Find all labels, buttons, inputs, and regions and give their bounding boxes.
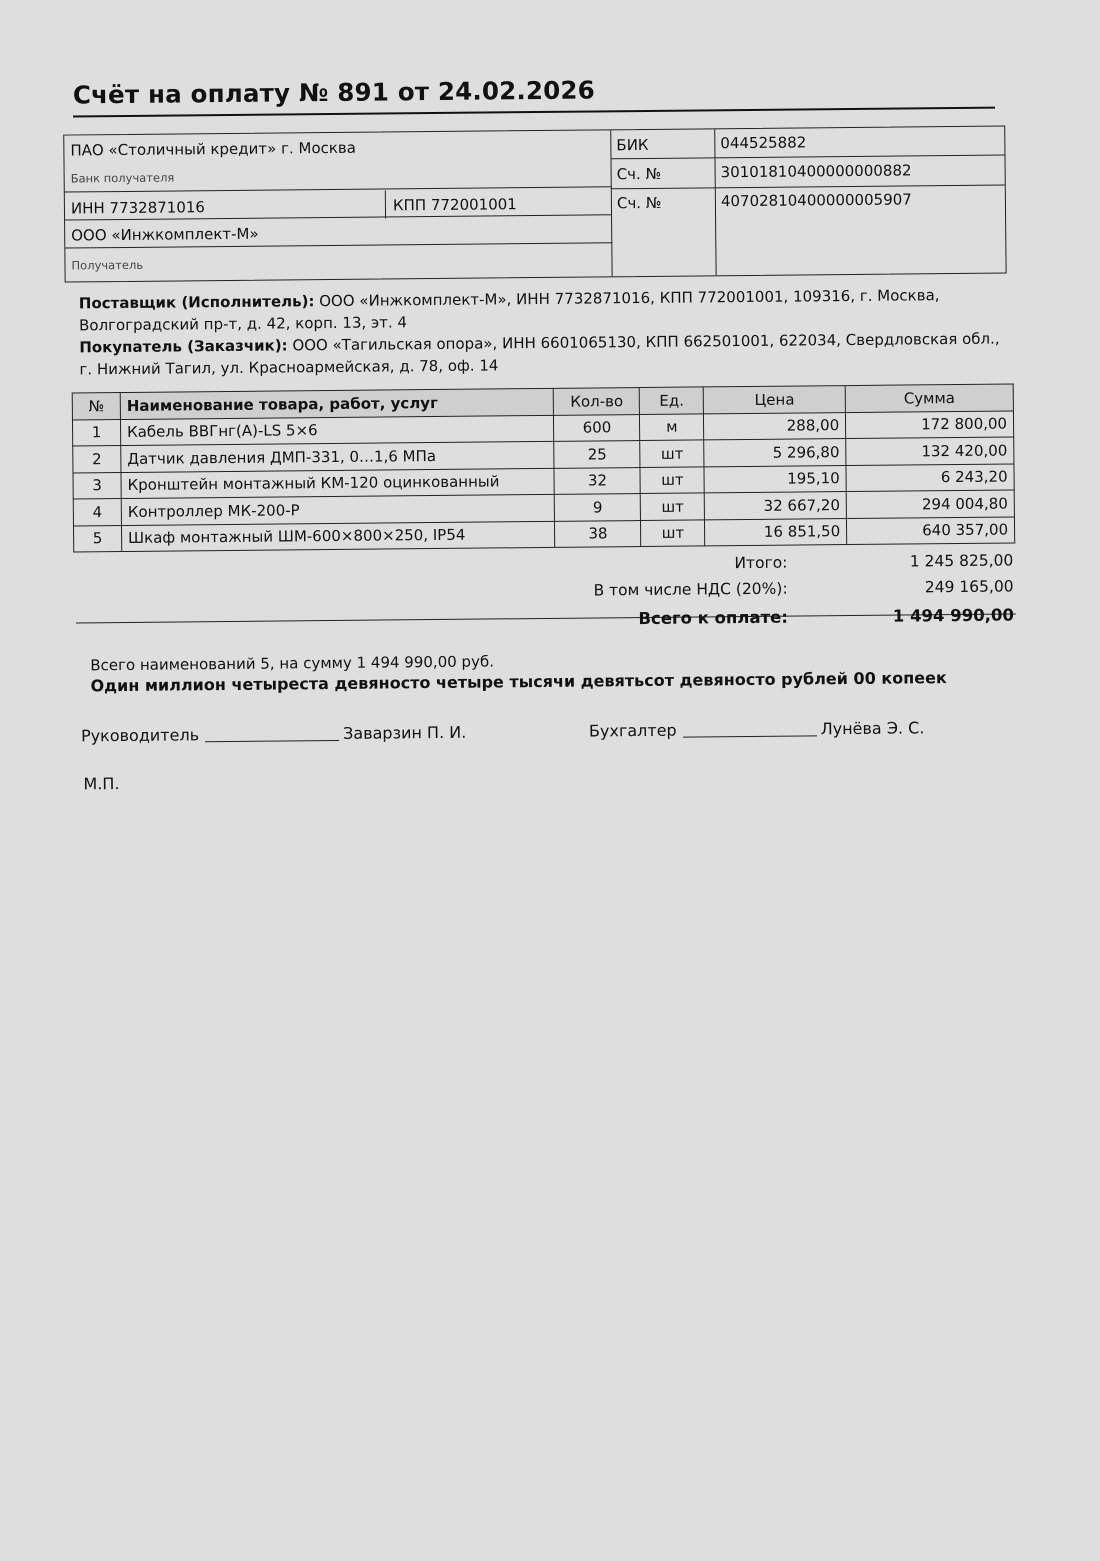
row-num: 5 bbox=[73, 525, 121, 552]
row-sum: 640 357,00 bbox=[847, 516, 1015, 544]
row-qty: 9 bbox=[555, 494, 641, 521]
row-price: 5 296,80 bbox=[704, 439, 846, 467]
row-price: 288,00 bbox=[704, 412, 846, 440]
vat-label: В том числе НДС (20%): bbox=[593, 579, 788, 600]
supplier-label: Поставщик (Исполнитель): bbox=[78, 292, 315, 313]
row-name: Шкаф монтажный ШМ-600×800×250, IP54 bbox=[121, 521, 555, 552]
row-qty: 600 bbox=[554, 414, 640, 441]
col-header-price: Цена bbox=[703, 386, 845, 414]
totals-block bbox=[73, 551, 1015, 629]
accountant-signature bbox=[589, 718, 925, 740]
amount-summary bbox=[90, 648, 1000, 696]
row-qty: 32 bbox=[554, 467, 640, 494]
row-num: 2 bbox=[73, 446, 121, 473]
bik-label: БИК bbox=[616, 135, 649, 155]
row-qty: 25 bbox=[554, 441, 640, 468]
accountant-signature-line bbox=[683, 735, 817, 737]
bank-label: Банк получателя bbox=[70, 170, 175, 186]
items-table bbox=[72, 383, 1015, 552]
row-unit: шт bbox=[641, 493, 705, 520]
head-label: Руководитель bbox=[80, 725, 200, 746]
row-name: Контроллер МК-200-Р bbox=[121, 494, 555, 525]
col-header-name: Наименование товара, работ, услуг bbox=[120, 388, 554, 419]
buyer-label: Покупатель (Заказчик): bbox=[79, 336, 288, 357]
row-price: 32 667,20 bbox=[705, 492, 847, 520]
col-header-unit: Ед. bbox=[640, 387, 704, 414]
invoice-title: Счёт на оплату № 891 от 24.02.2026 bbox=[73, 72, 995, 118]
kpp-value: КПП 772001001 bbox=[392, 195, 517, 215]
corr-account-label: Сч. № bbox=[616, 164, 662, 184]
row-num: 3 bbox=[73, 472, 121, 499]
row-sum: 294 004,80 bbox=[846, 490, 1014, 518]
recipient-name: ООО «Инжкомплект-М» bbox=[71, 224, 259, 245]
stamp-place: М.П. bbox=[83, 774, 120, 794]
accountant-label: Бухгалтер bbox=[588, 720, 677, 741]
items-count-line: Всего наименований 5, на сумму 1 494 990,00 руб. bbox=[90, 652, 495, 675]
supplier-text: ООО «Инжкомплект-М», ИНН 7732871016, КПП 772001001, 109316, г. Москва, Волгоградский пр-т, д. 42, корп. 13, эт. 4 bbox=[78, 286, 940, 335]
row-price: 16 851,50 bbox=[705, 518, 847, 546]
bank-name: ПАО «Столичный кредит» г. Москва bbox=[70, 138, 357, 160]
head-signature bbox=[81, 723, 466, 746]
buyer-line bbox=[79, 327, 1009, 380]
head-signature-line bbox=[205, 740, 339, 742]
grand-total-value: 1 494 990,00 bbox=[892, 605, 1014, 626]
corr-account-value: 30101810400000000882 bbox=[720, 161, 912, 182]
row-unit: шт bbox=[640, 466, 704, 493]
account-value: 40702810400000005907 bbox=[720, 190, 912, 211]
row-unit: м bbox=[640, 413, 704, 440]
row-unit: шт bbox=[640, 440, 704, 467]
head-name: Заварзин П. И. bbox=[342, 722, 467, 743]
parties-block bbox=[79, 283, 1010, 380]
inn-value: ИНН 7732871016 bbox=[70, 198, 206, 218]
subtotal-value: 1 245 825,00 bbox=[909, 551, 1014, 571]
vat-row bbox=[516, 577, 1016, 608]
row-name: Датчик давления ДМП-331, 0…1,6 МПа bbox=[121, 441, 555, 472]
row-num: 4 bbox=[73, 499, 121, 526]
row-sum: 6 243,20 bbox=[846, 463, 1014, 491]
col-header-qty: Кол-во bbox=[554, 388, 640, 415]
subtotal-label: Итого: bbox=[734, 553, 788, 573]
buyer-text: ООО «Тагильская опора», ИНН 6601065130, КПП 662501001, 622034, Свердловская обл., г. Нижний Тагил, ул. Красноармейская, д. 78, оф. 14 bbox=[79, 329, 1000, 379]
row-sum: 132 420,00 bbox=[846, 437, 1014, 465]
row-sum: 172 800,00 bbox=[846, 410, 1014, 438]
row-unit: шт bbox=[641, 519, 705, 546]
col-header-sum: Сумма bbox=[845, 384, 1013, 412]
grand-total-label: Всего к оплате: bbox=[638, 607, 788, 629]
vat-value: 249 165,00 bbox=[924, 577, 1014, 597]
row-price: 195,10 bbox=[704, 465, 846, 493]
row-name: Кабель ВВГнг(А)-LS 5×6 bbox=[120, 415, 554, 446]
bank-details-block bbox=[63, 126, 1006, 283]
row-name: Кронштейн монтажный КМ-120 оцинкованный bbox=[121, 468, 555, 499]
row-qty: 38 bbox=[555, 520, 641, 547]
bik-value: 044525882 bbox=[720, 133, 807, 153]
amount-in-words: Один миллион четыреста девяносто четыре тысячи девятьсот девяносто рублей 00 копеек bbox=[90, 668, 947, 696]
account-label: Сч. № bbox=[616, 193, 662, 213]
row-num: 1 bbox=[72, 419, 120, 446]
accountant-name: Лунёва Э. С. bbox=[820, 718, 925, 739]
grand-total-row bbox=[516, 605, 1016, 636]
recipient-label: Получатель bbox=[71, 257, 144, 273]
col-header-num: № bbox=[72, 393, 120, 420]
